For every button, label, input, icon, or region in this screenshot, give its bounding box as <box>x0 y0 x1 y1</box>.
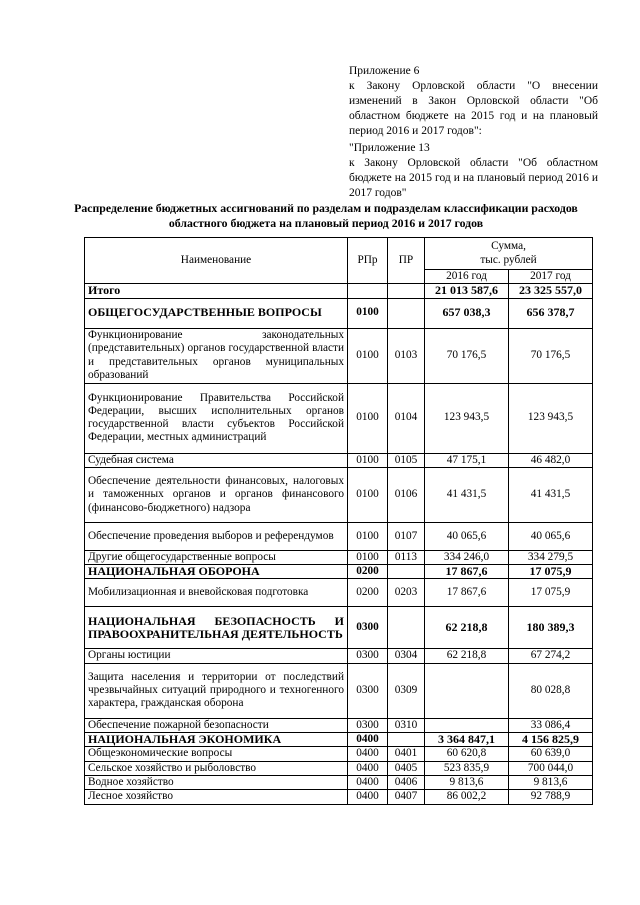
row-name-cell: Обеспечение деятельности финансовых, налоговых и таможенных органов и органов финансового (финансово-бюджетного) надзора <box>85 467 348 522</box>
row-name-cell: Органы юстиции <box>85 649 348 663</box>
row-subsection-cell: 0113 <box>388 550 425 564</box>
row-subsection-cell: 0405 <box>388 761 425 775</box>
row-subsection-cell: 0203 <box>388 579 425 607</box>
row-name-cell: НАЦИОНАЛЬНАЯ ЭКОНОМИКА <box>85 733 348 747</box>
row-2016-cell: 21 013 587,6 <box>425 284 509 298</box>
row-2016-cell: 17 867,6 <box>425 579 509 607</box>
header-sum <box>425 238 593 270</box>
row-name-cell: Другие общегосударственные вопросы <box>85 550 348 564</box>
annex-text: к Закону Орловской области "О внесении изменений в Закон Орловской области "Об областном бюджете на 2015 год и на плановый период 2016 и 2017 годов": <box>349 80 598 137</box>
annex-quote-title: "Приложение 13 <box>349 142 430 154</box>
row-section-cell: 0100 <box>348 522 388 550</box>
header-year-2017: 2017 год <box>509 270 593 284</box>
row-2017-cell: 70 176,5 <box>509 328 593 383</box>
table-body <box>85 284 593 804</box>
row-section-cell: 0100 <box>348 298 388 328</box>
row-subsection-cell: 0105 <box>388 453 425 467</box>
row-subsection-cell: 0406 <box>388 775 425 789</box>
row-subsection-cell: 0407 <box>388 790 425 804</box>
row-section-cell: 0200 <box>348 565 388 579</box>
row-name-cell: НАЦИОНАЛЬНАЯ БЕЗОПАСНОСТЬ И ПРАВООХРАНИТЕЛЬНАЯ ДЕЯТЕЛЬНОСТЬ <box>85 607 348 649</box>
row-section-cell: 0300 <box>348 718 388 732</box>
row-name-cell: Мобилизационная и вневойсковая подготовка <box>85 579 348 607</box>
row-name-cell: Судебная система <box>85 453 348 467</box>
row-2017-cell: 334 279,5 <box>509 550 593 564</box>
row-2016-cell: 70 176,5 <box>425 328 509 383</box>
table-row <box>85 663 593 718</box>
row-section-cell: 0100 <box>348 453 388 467</box>
row-name-cell: НАЦИОНАЛЬНАЯ ОБОРОНА <box>85 565 348 579</box>
row-name-cell: Лесное хозяйство <box>85 790 348 804</box>
table-row <box>85 747 593 761</box>
row-2016-cell: 40 065,6 <box>425 522 509 550</box>
row-subsection-cell: 0304 <box>388 649 425 663</box>
row-2016-cell: 523 835,9 <box>425 761 509 775</box>
header-name: Наименование <box>85 238 348 284</box>
row-section-cell: 0300 <box>348 663 388 718</box>
row-2017-cell: 700 044,0 <box>509 761 593 775</box>
row-name-cell: Общеэкономические вопросы <box>85 747 348 761</box>
table-row <box>85 718 593 732</box>
header-sum-unit: тыс. рублей <box>480 253 537 266</box>
row-section-cell: 0100 <box>348 383 388 453</box>
row-2016-cell: 9 813,6 <box>425 775 509 789</box>
row-section-cell: 0300 <box>348 607 388 649</box>
row-name-cell: Итого <box>85 284 348 298</box>
row-name-cell: Сельское хозяйство и рыболовство <box>85 761 348 775</box>
header-section: РПр <box>348 238 388 284</box>
row-2016-cell: 86 002,2 <box>425 790 509 804</box>
row-2016-cell: 41 431,5 <box>425 467 509 522</box>
table-row <box>85 550 593 564</box>
document-title: Распределение бюджетных ассигнований по разделам и подразделам классификации расходов областного бюджета на плановый период 2016 и 2017 годов <box>74 201 578 230</box>
row-subsection-cell: 0106 <box>388 467 425 522</box>
table-row <box>85 579 593 607</box>
row-subsection-cell <box>388 284 425 298</box>
header-year-2016: 2016 год <box>425 270 509 284</box>
row-name-cell: Обеспечение пожарной безопасности <box>85 718 348 732</box>
row-section-cell: 0200 <box>348 579 388 607</box>
row-2017-cell: 33 086,4 <box>509 718 593 732</box>
row-2016-cell: 3 364 847,1 <box>425 733 509 747</box>
row-section-cell: 0400 <box>348 747 388 761</box>
annex-quote-text: к Закону Орловской области "Об областном бюджете на 2015 год и на плановый период 2016 и 2017 годов" <box>349 157 598 199</box>
row-2016-cell: 60 620,8 <box>425 747 509 761</box>
row-subsection-cell: 0309 <box>388 663 425 718</box>
row-2017-cell: 4 156 825,9 <box>509 733 593 747</box>
row-name-cell: Функционирование законодательных (представительных) органов государственной власти и представительных органов муниципальных образований <box>85 328 348 383</box>
table-row <box>85 383 593 453</box>
row-2016-cell: 657 038,3 <box>425 298 509 328</box>
row-2016-cell: 47 175,1 <box>425 453 509 467</box>
row-section-cell: 0300 <box>348 649 388 663</box>
row-subsection-cell: 0104 <box>388 383 425 453</box>
row-subsection-cell: 0103 <box>388 328 425 383</box>
row-section-cell: 0100 <box>348 467 388 522</box>
table-row <box>85 565 593 579</box>
row-name-cell: Функционирование Правительства Российской Федерации, высших исполнительных органов государственной власти субъектов Российской Федерации, местных администраций <box>85 383 348 453</box>
row-name-cell: Обеспечение проведения выборов и референдумов <box>85 522 348 550</box>
annex-quote-block <box>349 141 598 201</box>
row-subsection-cell <box>388 607 425 649</box>
row-section-cell: 0400 <box>348 733 388 747</box>
row-2016-cell <box>425 663 509 718</box>
header-sum-label: Сумма, <box>491 240 526 253</box>
row-subsection-cell: 0107 <box>388 522 425 550</box>
row-2017-cell: 9 813,6 <box>509 775 593 789</box>
row-section-cell <box>348 284 388 298</box>
row-section-cell: 0400 <box>348 761 388 775</box>
table-row <box>85 328 593 383</box>
row-2017-cell: 80 028,8 <box>509 663 593 718</box>
row-2017-cell: 123 943,5 <box>509 383 593 453</box>
row-2016-cell: 123 943,5 <box>425 383 509 453</box>
table-row <box>85 649 593 663</box>
table-row <box>85 284 593 298</box>
row-2017-cell: 23 325 557,0 <box>509 284 593 298</box>
table-row <box>85 761 593 775</box>
row-2017-cell: 60 639,0 <box>509 747 593 761</box>
table-row <box>85 467 593 522</box>
row-name-cell: Водное хозяйство <box>85 775 348 789</box>
table-row <box>85 775 593 789</box>
row-2016-cell: 334 246,0 <box>425 550 509 564</box>
header-subsection: ПР <box>388 238 425 284</box>
row-2016-cell: 62 218,8 <box>425 607 509 649</box>
row-2016-cell <box>425 718 509 732</box>
table-row <box>85 522 593 550</box>
row-subsection-cell: 0401 <box>388 747 425 761</box>
annex-block <box>349 64 598 139</box>
row-2017-cell: 656 378,7 <box>509 298 593 328</box>
row-2017-cell: 17 075,9 <box>509 579 593 607</box>
row-subsection-cell <box>388 565 425 579</box>
table-row <box>85 607 593 649</box>
row-section-cell: 0400 <box>348 775 388 789</box>
row-2017-cell: 180 389,3 <box>509 607 593 649</box>
row-2017-cell: 17 075,9 <box>509 565 593 579</box>
row-2017-cell: 67 274,2 <box>509 649 593 663</box>
annex-title: Приложение 6 <box>349 65 420 77</box>
row-section-cell: 0100 <box>348 550 388 564</box>
row-name-cell: ОБЩЕГОСУДАРСТВЕННЫЕ ВОПРОСЫ <box>85 298 348 328</box>
row-section-cell: 0100 <box>348 328 388 383</box>
row-2017-cell: 46 482,0 <box>509 453 593 467</box>
table-row <box>85 790 593 804</box>
row-2016-cell: 17 867,6 <box>425 565 509 579</box>
table-row <box>85 453 593 467</box>
row-subsection-cell <box>388 733 425 747</box>
row-subsection-cell <box>388 298 425 328</box>
row-2017-cell: 41 431,5 <box>509 467 593 522</box>
row-name-cell: Защита населения и территории от последствий чрезвычайных ситуаций природного и техногенного характера, гражданская оборона <box>85 663 348 718</box>
row-2017-cell: 40 065,6 <box>509 522 593 550</box>
row-2016-cell: 62 218,8 <box>425 649 509 663</box>
table-row <box>85 298 593 328</box>
row-2017-cell: 92 788,9 <box>509 790 593 804</box>
row-section-cell: 0400 <box>348 790 388 804</box>
row-subsection-cell: 0310 <box>388 718 425 732</box>
table-row <box>85 733 593 747</box>
budget-table <box>84 237 593 805</box>
